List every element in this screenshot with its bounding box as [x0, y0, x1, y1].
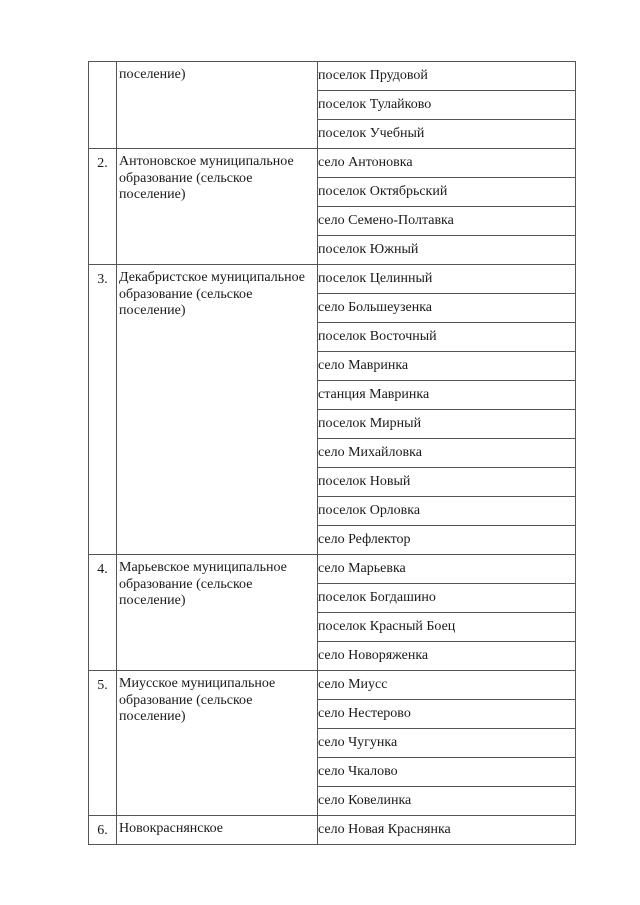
municipality-name: поселение) [119, 67, 186, 82]
settlement-name: село Чугунка [318, 729, 576, 758]
row-number-cell [89, 62, 117, 149]
municipality-name: Антоновское муниципальное образование (сельское поселение) [119, 154, 294, 203]
table-row [89, 816, 576, 845]
table-row [89, 555, 576, 584]
municipality-name-cell [117, 816, 318, 845]
municipality-name: Декабристское муниципальное образование (сельское поселение) [119, 270, 305, 319]
settlement-name: поселок Целинный [318, 265, 576, 294]
settlement-name: село Семено-Полтавка [318, 207, 576, 236]
settlement-name: село Антоновка [318, 149, 576, 178]
row-number-cell [89, 816, 117, 845]
municipality-name: Марьевское муниципальное образование (сельское поселение) [119, 560, 287, 609]
settlement-name: село Большеузенка [318, 294, 576, 323]
settlement-name: станция Мавринка [318, 381, 576, 410]
municipality-name-cell [117, 555, 318, 671]
municipality-name-cell [117, 149, 318, 265]
row-number: 4. [97, 562, 108, 577]
settlement-name: село Новая Краснянка [318, 816, 576, 845]
settlement-name: поселок Новый [318, 468, 576, 497]
municipality-name: Миусское муниципальное образование (сельское поселение) [119, 676, 276, 725]
settlement-name: поселок Восточный [318, 323, 576, 352]
settlement-name: село Чкалово [318, 758, 576, 787]
row-number-cell [89, 671, 117, 816]
table-row [89, 149, 576, 178]
municipality-name: Новокраснянское [119, 821, 223, 836]
settlement-name: поселок Октябрьский [318, 178, 576, 207]
settlement-name: село Мавринка [318, 352, 576, 381]
settlement-name: село Марьевка [318, 555, 576, 584]
table-body [89, 62, 576, 845]
settlement-name: поселок Мирный [318, 410, 576, 439]
settlement-name: поселок Тулайково [318, 91, 576, 120]
row-number-cell [89, 265, 117, 555]
row-number: 6. [97, 823, 108, 838]
settlement-name: поселок Красный Боец [318, 613, 576, 642]
settlement-name: поселок Прудовой [318, 62, 576, 91]
table-row [89, 671, 576, 700]
settlement-name: село Нестерово [318, 700, 576, 729]
settlement-name: село Новоряженка [318, 642, 576, 671]
row-number [89, 62, 116, 68]
municipalities-table [88, 61, 576, 845]
settlement-name: село Рефлектор [318, 526, 576, 555]
settlement-name: село Ковелинка [318, 787, 576, 816]
row-number: 5. [97, 678, 108, 693]
settlement-name: поселок Южный [318, 236, 576, 265]
municipality-name-cell [117, 62, 318, 149]
settlement-name: поселок Учебный [318, 120, 576, 149]
settlement-name: село Миусс [318, 671, 576, 700]
row-number-cell [89, 149, 117, 265]
municipality-name-cell [117, 265, 318, 555]
row-number: 2. [97, 156, 108, 171]
settlement-name: поселок Орловка [318, 497, 576, 526]
row-number: 3. [97, 272, 108, 287]
row-number-cell [89, 555, 117, 671]
table-row [89, 265, 576, 294]
table-row [89, 62, 576, 91]
municipality-name-cell [117, 671, 318, 816]
settlement-name: село Михайловка [318, 439, 576, 468]
settlement-name: поселок Богдашино [318, 584, 576, 613]
